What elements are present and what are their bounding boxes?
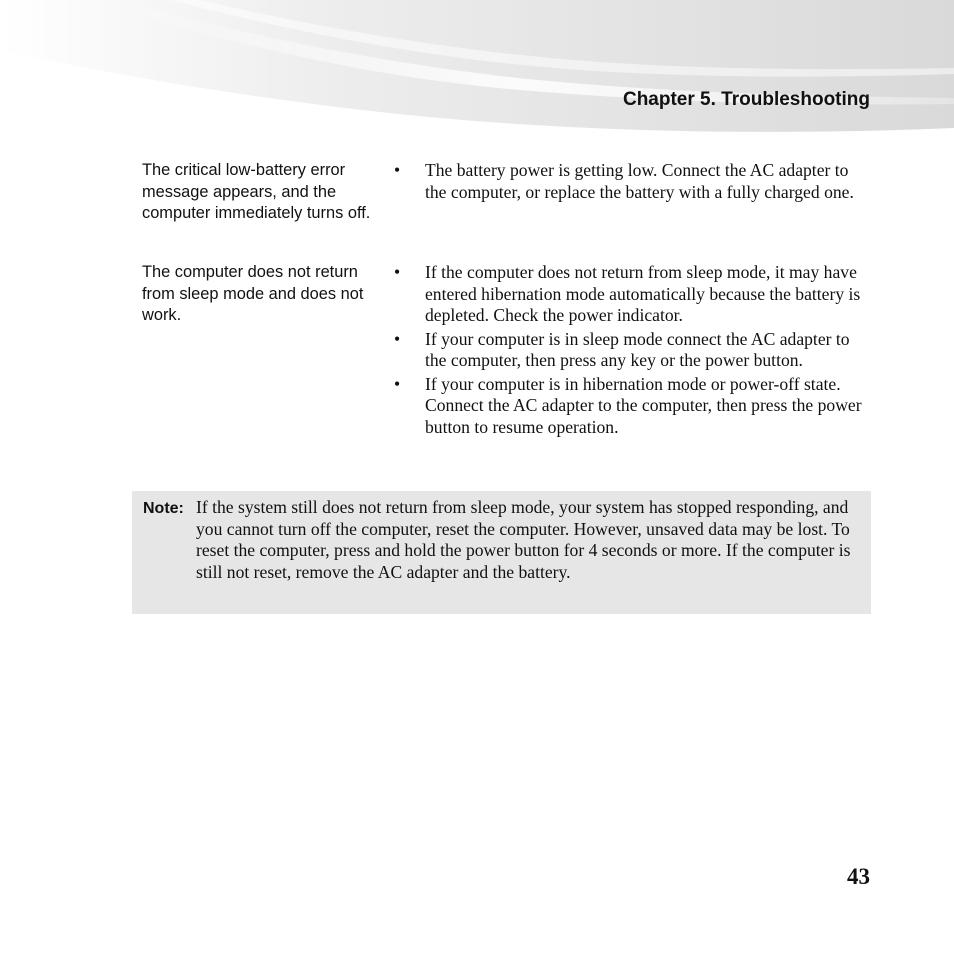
problem-description: The computer does not return from sleep mode and does not work. bbox=[142, 263, 364, 324]
note-label: Note: bbox=[143, 500, 184, 517]
chapter-title: Chapter 5. Troubleshooting bbox=[622, 89, 870, 110]
solution-text: If your computer is in hibernation mode or power-off state. Connect the AC adapter to the computer, then press the power button to resume operation. bbox=[425, 373, 862, 437]
page-number: 43 bbox=[847, 864, 870, 889]
bullet-icon: • bbox=[394, 328, 401, 349]
note-box bbox=[132, 491, 871, 614]
problem-description: The critical low-battery error message appears, and the computer immediately turns off. bbox=[142, 161, 371, 222]
bullet-icon: • bbox=[394, 262, 401, 282]
solution-item bbox=[394, 374, 864, 439]
bullet-icon: • bbox=[394, 373, 401, 394]
bullet-icon: • bbox=[394, 160, 401, 180]
solution-item bbox=[394, 329, 864, 372]
header-swoosh-decoration bbox=[0, 0, 954, 140]
note-text: If the system still does not return from sleep mode, your system has stopped responding, and you cannot turn off the computer, reset the computer. However, unsaved data may be lost. To reset the computer, press and hold the power button for 4 seconds or more. If the computer is still not reset, remove the AC adapter and the battery. bbox=[196, 497, 851, 582]
solution-text: If the computer does not return from sleep mode, it may have entered hibernation mode automatically because the battery is depleted. Check the power indicator. bbox=[425, 262, 861, 325]
solution-item bbox=[394, 262, 864, 327]
solution-text: If your computer is in sleep mode connect the AC adapter to the computer, then press any key or the power button. bbox=[425, 328, 850, 370]
solution-list bbox=[394, 262, 864, 440]
solution-item bbox=[394, 160, 864, 203]
solution-text: The battery power is getting low. Connect the AC adapter to the computer, or replace the battery with a fully charged one. bbox=[425, 160, 854, 202]
solution-list bbox=[394, 160, 864, 205]
